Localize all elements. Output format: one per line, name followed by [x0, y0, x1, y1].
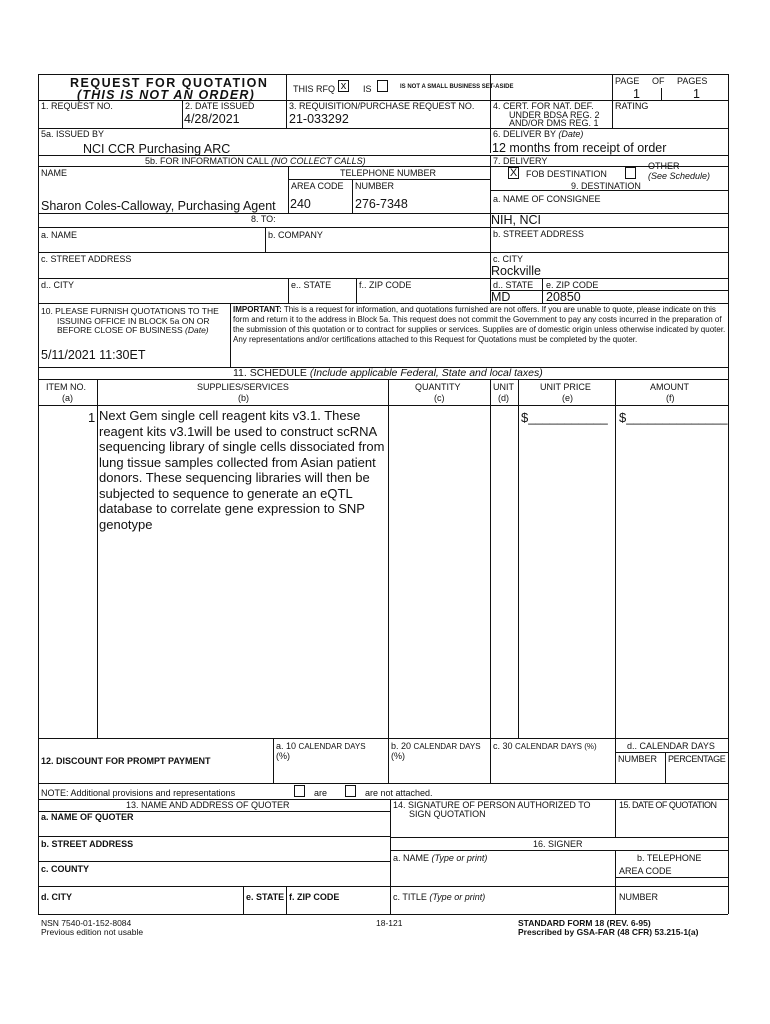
signature-label-1: 14. SIGNATURE OF PERSON AUTHORIZED TO	[393, 800, 591, 810]
name-of-quoter-label: a. NAME OF QUOTER	[41, 812, 134, 822]
quoter-label: 13. NAME AND ADDRESS OF QUOTER	[126, 800, 290, 810]
date-issued-value: 4/28/2021	[184, 112, 240, 126]
fob-checkbox-checked[interactable]: X	[509, 167, 518, 179]
cert-label-3: AND/OR DMS REG. 1	[509, 118, 599, 127]
col-quantity-header: QUANTITY	[415, 382, 461, 392]
item-description-line: donors. These sequencing libraries will then be	[99, 470, 370, 485]
discount-20-label: b. 20 CALENDAR DAYS	[391, 741, 481, 751]
discount-label: 12. DISCOUNT FOR PROMPT PAYMENT	[41, 756, 211, 766]
requisition-label: 3. REQUISITION/PURCHASE REQUEST NO.	[289, 101, 475, 111]
signer-name-label: a. NAME (Type or print)	[393, 853, 488, 863]
signer-label: 16. SIGNER	[533, 839, 583, 849]
of-label: OF	[652, 76, 665, 86]
schedule-title: 11. SCHEDULE (Include applicable Federal, State and local taxes)	[233, 367, 543, 379]
item-description-line: genotype	[99, 517, 153, 532]
dest-zip-value: 20850	[546, 290, 581, 304]
pages-label: PAGES	[677, 76, 708, 86]
col-unit-price-sub: (e)	[562, 393, 573, 403]
are-not-label: are not attached.	[365, 788, 433, 798]
quoter-county-label: c. COUNTY	[41, 864, 90, 874]
small-business-label: IS NOT A SMALL BUSINESS SET-ASIDE	[400, 84, 514, 90]
to-street-label: c. STREET ADDRESS	[41, 254, 132, 264]
col-amount-header: AMOUNT	[650, 382, 689, 392]
dest-street-label: b. STREET ADDRESS	[493, 229, 584, 239]
unit-price-field[interactable]: $___________	[521, 410, 608, 425]
area-code-label: AREA CODE	[291, 181, 344, 191]
consignee-value: NIH, NCI	[491, 213, 541, 227]
item-description-line: lung tissue samples collected from Asian patient	[99, 455, 376, 470]
close-date-value: 5/11/2021 11:30ET	[41, 348, 146, 362]
requisition-value: 21-033292	[289, 112, 349, 126]
col-unit-price-header: UNIT PRICE	[540, 382, 591, 392]
signer-phone-label: b. TELEPHONE	[637, 853, 702, 863]
date-issued-label: 2. DATE ISSUED	[185, 101, 255, 111]
delivery-label: 7. DELIVERY	[493, 156, 548, 166]
item-description-line: sequencing library of single cells dissociated from	[99, 439, 385, 454]
discount-percentage-label: PERCENTAGE	[668, 754, 726, 764]
are-label: are	[314, 788, 328, 798]
are-checkbox[interactable]	[294, 785, 305, 797]
quoter-city-label: d. CITY	[41, 892, 72, 902]
destination-label: 9. DESTINATION	[571, 181, 641, 191]
small-business-checkbox[interactable]	[377, 80, 388, 92]
dest-zip-label: e. ZIP CODE	[546, 280, 599, 290]
previous-edition-label: Previous edition not usable	[41, 927, 144, 937]
important-notice: IMPORTANT: This is a request for information, and quotations furnished are not offers. If you are unable to quote, please indicate on this form and return it to the address in Block 5a. This request does not commit the Government to pay any costs incurred in the preparation of the submission of this quotation or to contract for supplies or services. Supplies are of domestic origin unless otherwise indicated by quoter. Any representations and/or certifications attached to this Request for Quotations must be completed by the quoter.	[233, 305, 726, 344]
other-checkbox[interactable]	[625, 167, 636, 179]
to-name-label: a. NAME	[41, 230, 78, 240]
col-item-sub: (a)	[62, 393, 73, 403]
col-supplies-sub: (b)	[238, 393, 249, 403]
page-label: PAGE	[615, 76, 640, 86]
discount-10-pct: (%)	[276, 751, 290, 761]
dest-city-label: c. CITY	[493, 254, 524, 264]
item-description-line: database to correlate gene expression to SNP	[99, 501, 365, 516]
dest-state-label: d.. STATE	[493, 280, 534, 290]
to-city-label: d.. CITY	[41, 280, 75, 290]
standard-form-label: STANDARD FORM 18 (REV. 6-95)	[518, 918, 651, 928]
to-zip-label: f.. ZIP CODE	[359, 280, 412, 290]
dest-state-value: MD	[491, 290, 511, 304]
this-rfq-label: THIS RFQ	[293, 84, 335, 94]
page-count: 1	[693, 87, 700, 101]
to-label: 8. TO:	[251, 214, 276, 224]
cert-label-1: 4. CERT. FOR NAT. DEF.	[493, 101, 594, 111]
signature-label-2: SIGN QUOTATION	[409, 809, 486, 819]
form-code: 18-121	[376, 918, 403, 928]
form-title: REQUEST FOR QUOTATION	[70, 76, 269, 90]
col-item-header: ITEM NO.	[46, 382, 86, 392]
date-of-quotation-label: 15. DATE OF QUOTATION	[619, 800, 717, 810]
to-state-label: e.. STATE	[291, 280, 332, 290]
item-number: 1	[88, 410, 96, 425]
page-number: 1	[633, 87, 640, 101]
rfq-checkbox-checked[interactable]: x	[338, 80, 349, 92]
info-call-label: 5b. FOR INFORMATION CALL (NO COLLECT CALLS)	[145, 156, 366, 166]
issued-by-value: NCI CCR Purchasing ARC	[83, 142, 231, 156]
amount-field[interactable]: $______________	[619, 410, 728, 425]
col-unit-sub: (d)	[498, 393, 509, 403]
col-supplies-header: SUPPLIES/SERVICES	[197, 382, 289, 392]
number-label: NUMBER	[355, 181, 395, 191]
other-label: OTHER	[648, 161, 680, 171]
name-label: NAME	[41, 168, 68, 178]
are-not-checkbox[interactable]	[345, 785, 356, 797]
phone-number-value: 276-7348	[355, 197, 408, 211]
dest-city-value: Rockville	[491, 264, 542, 278]
col-amount-sub: (f)	[666, 393, 675, 403]
deliver-by-value: 12 months from receipt of order	[492, 141, 667, 155]
signer-title-label: c. TITLE (Type or print)	[393, 892, 486, 902]
col-unit-header: UNIT	[493, 382, 514, 392]
see-schedule-label: (See Schedule)	[648, 171, 711, 181]
col-quantity-sub: (c)	[434, 393, 445, 403]
rating-label: RATING	[615, 101, 649, 111]
provisions-note: NOTE: Additional provisions and representations	[41, 788, 236, 798]
is-label: IS	[363, 84, 372, 94]
deliver-by-label: 6. DELIVER BY (Date)	[493, 129, 584, 139]
discount-30-label: c. 30 CALENDAR DAYS (%)	[493, 741, 597, 751]
form-subtitle: (THIS IS NOT AN ORDER)	[77, 88, 256, 102]
prescribed-label: Prescribed by GSA-FAR (48 CFR) 53.215-1(a)	[518, 927, 699, 937]
to-company-label: b. COMPANY	[268, 230, 323, 240]
discount-number-label: NUMBER	[618, 754, 658, 764]
nsn-label: NSN 7540-01-152-8084	[41, 918, 132, 928]
quoter-zip-label: f. ZIP CODE	[289, 892, 340, 902]
area-code-value: 240	[290, 197, 311, 211]
signer-area-code-label: AREA CODE	[619, 866, 672, 876]
item-description-line: Next Gem single cell reagent kits v3.1. These	[99, 408, 361, 423]
quoter-street-label: b. STREET ADDRESS	[41, 839, 134, 849]
signer-number-label: NUMBER	[619, 892, 659, 902]
contact-name: Sharon Coles-Calloway, Purchasing Agent	[41, 199, 276, 213]
item-description-line: subjected to sequence to generate an eQTL	[99, 486, 353, 501]
discount-20-pct: (%)	[391, 751, 405, 761]
request-no-label: 1. REQUEST NO.	[41, 101, 113, 111]
fob-label: FOB DESTINATION	[526, 169, 607, 179]
consignee-label: a. NAME OF CONSIGNEE	[493, 194, 601, 204]
cert-label-2: UNDER BDSA REG. 2	[509, 110, 600, 120]
furnish-line-2: ISSUING OFFICE IN BLOCK 5a ON OR	[57, 316, 210, 326]
issued-by-label: 5a. ISSUED BY	[41, 129, 105, 139]
discount-days-label: d.. CALENDAR DAYS	[627, 741, 715, 751]
telephone-label: TELEPHONE NUMBER	[340, 168, 437, 178]
discount-10-label: a. 10 CALENDAR DAYS	[276, 741, 366, 751]
furnish-line-3: BEFORE CLOSE OF BUSINESS (Date)	[57, 325, 209, 335]
quoter-state-label: e. STATE	[246, 892, 285, 902]
furnish-line-1: 10. PLEASE FURNISH QUOTATIONS TO THE	[41, 306, 219, 316]
item-description-line: reagent kits v3.1will be used to construct scRNA	[99, 424, 378, 439]
